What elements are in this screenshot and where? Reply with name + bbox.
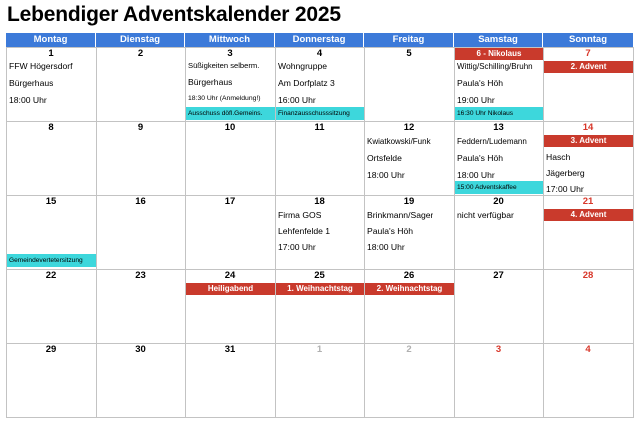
event-time: 18:00 Uhr (367, 242, 405, 252)
grid-line (96, 47, 97, 417)
day-number: 26 (403, 270, 415, 281)
meeting-tag: Ausschuss döfl.Gemeins. (186, 107, 275, 120)
event-time: 17:00 Uhr (278, 242, 316, 252)
event-time: 18:00 Uhr (457, 170, 495, 180)
nikolaus-banner: 6 - Nikolaus (455, 48, 543, 60)
advent-banner: 2. Advent (544, 61, 633, 73)
day-number: 20 (493, 196, 504, 207)
day-number: 1 (48, 48, 54, 59)
weekday-header-saturday: Samstag (454, 33, 543, 47)
meeting-tag: Finanzausschusssitzung (276, 107, 364, 120)
event-name: Kwiatkowski/Funk (367, 137, 431, 146)
weekday-header-sunday: Sonntag (543, 33, 633, 47)
grid-line (185, 47, 186, 417)
grid-line (275, 47, 276, 417)
day-number: 2 (137, 48, 144, 59)
page-title: Lebendiger Adventskalender 2025 (7, 3, 341, 26)
event-name: FFW Högersdorf (9, 61, 73, 71)
day-number: 4 (585, 344, 591, 355)
day-number: 14 (582, 122, 594, 133)
day-number: 12 (403, 122, 415, 133)
weekday-header-monday: Montag (6, 33, 96, 47)
event-name: Firma GOS (278, 210, 322, 220)
event-name: Feddern/Ludemann (457, 137, 527, 146)
day-number: 23 (135, 270, 146, 281)
event-location: Paula's Höh (457, 78, 504, 88)
event-location: Am Dorfplatz 3 (278, 78, 335, 88)
grid-line (364, 47, 365, 417)
event-location: Paula's Höh (367, 226, 414, 236)
weekday-header-friday: Freitag (364, 33, 454, 47)
day-number: 28 (582, 270, 594, 281)
event-location: Bürgerhaus (9, 78, 54, 88)
day-number: 25 (314, 270, 325, 281)
event-name: Hasch (546, 152, 571, 162)
day-number: 24 (224, 270, 236, 281)
event-time: 19:00 Uhr (457, 95, 495, 105)
event-name: Süßigkeiten selberm. (188, 61, 260, 70)
day-number: 16 (135, 196, 146, 207)
day-number: 27 (493, 270, 504, 281)
grid-line (454, 47, 455, 417)
day-number: 29 (45, 344, 57, 355)
advent-banner: 3. Advent (544, 135, 633, 147)
day-number: 11 (314, 122, 325, 133)
event-location: Lehfenfelde 1 (278, 226, 331, 236)
day-number: 3 (227, 48, 233, 59)
day-number: 2 (406, 344, 412, 355)
day-number: 5 (406, 48, 412, 59)
event-location: Jägerberg (546, 168, 585, 178)
day-number: 18 (314, 196, 325, 207)
event-time: 16:00 Uhr (278, 95, 316, 105)
day-number: 15 (45, 196, 57, 207)
grid-line (6, 47, 7, 417)
event-name: nicht verfügbar (457, 210, 514, 220)
event-name: Wohngruppe (278, 61, 328, 71)
event-location: Paula's Höh (457, 153, 504, 163)
day-number: 19 (403, 196, 415, 207)
meeting-tag: Gemeindevertetersitzung (7, 254, 96, 267)
grid-line (543, 47, 544, 417)
event-name: Wittig/Schilling/Bruhn (457, 62, 533, 71)
event-time: 18:00 Uhr (9, 95, 47, 105)
holiday-banner: 2. Weihnachtstag (365, 283, 454, 295)
meeting-tag: 15:00 Adventskaffee (455, 181, 543, 194)
day-number: 13 (493, 122, 504, 133)
day-number: 3 (495, 344, 502, 355)
meeting-tag: 16:30 Uhr Nikolaus (455, 107, 543, 120)
day-number: 8 (48, 122, 54, 133)
event-time: 18:30 Uhr (Anmeldung!) (188, 95, 261, 102)
day-number: 1 (316, 344, 323, 355)
day-number: 21 (582, 196, 594, 207)
weekday-header-wednesday: Mittwoch (185, 33, 275, 47)
event-time: 17:00 Uhr (546, 184, 584, 194)
grid-line (633, 47, 634, 417)
weekday-header-tuesday: Dienstag (96, 33, 185, 47)
day-number: 22 (45, 270, 57, 281)
event-location: Ortsfelde (367, 153, 402, 163)
day-number: 7 (585, 48, 591, 59)
event-location: Bürgerhaus (188, 77, 233, 87)
event-name: Brinkmann/Sager (367, 210, 434, 220)
day-number: 17 (224, 196, 236, 207)
day-number: 10 (224, 122, 236, 133)
advent-banner: 4. Advent (544, 209, 633, 221)
weekday-header-thursday: Donnerstag (275, 33, 364, 47)
day-number: 30 (135, 344, 146, 355)
day-number: 31 (224, 344, 236, 355)
holiday-banner: Heiligabend (186, 283, 275, 295)
grid-line (6, 417, 634, 418)
day-number: 4 (316, 48, 323, 59)
holiday-banner: 1. Weihnachtstag (276, 283, 364, 295)
event-time: 18:00 Uhr (367, 170, 405, 180)
day-number: 9 (137, 122, 144, 133)
